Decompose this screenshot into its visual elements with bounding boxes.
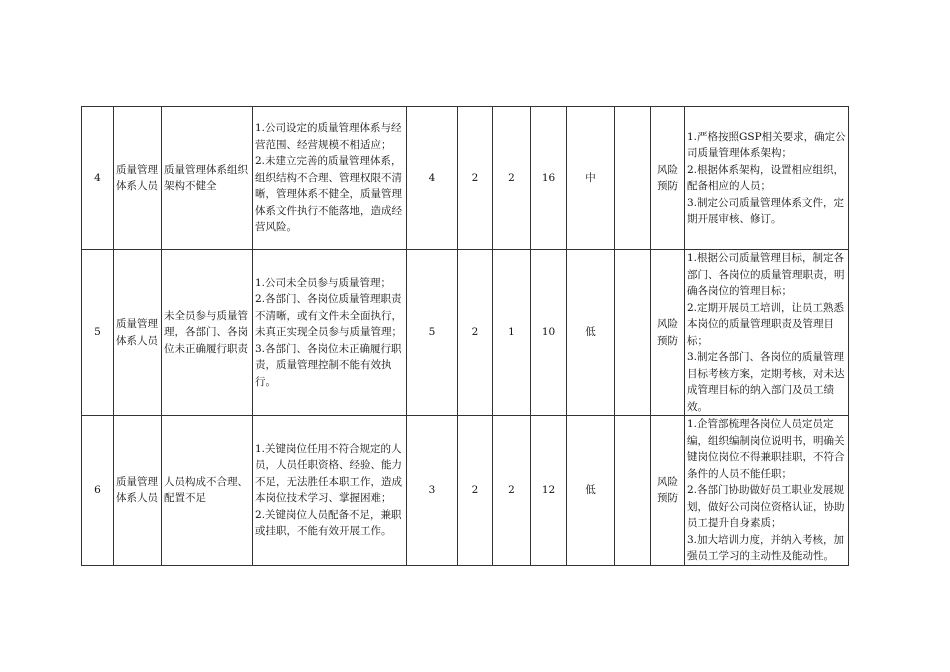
risk-score: 12	[531, 416, 567, 566]
responsible-person: 质量管理体系人员	[114, 416, 162, 566]
responsible-person: 质量管理体系人员	[114, 107, 162, 250]
risk-description: 质量管理体系组织架构不健全	[162, 107, 253, 250]
row-number: 4	[82, 107, 114, 250]
risk-strategy: 风险预防	[651, 250, 685, 416]
measure-item: 2.各部门协助做好员工职业发展规划，做好公司岗位资格认证，协助员工提升自身素质；	[687, 484, 845, 529]
risk-strategy: 风险预防	[651, 107, 685, 250]
measure-item: 3.加大培训力度，并纳入考核，加强员工学习的主动性及能动性。	[687, 533, 845, 562]
control-measures	[685, 107, 849, 250]
cause-item: 2.未建立完善的质量管理体系，组织结构不合理、管理权限不清晰，管理体系不健全，质量管理体系文件执行不能落地，造成经营风险。	[255, 155, 402, 234]
risk-description: 未全员参与质量管理，各部门、各岗位未正确履行职责	[162, 250, 253, 416]
responsible-person: 质量管理体系人员	[114, 250, 162, 416]
table-row	[82, 250, 849, 416]
cause-item: 2.各部门、各岗位质量管理职责不清晰，或有文件未全面执行，未真正实现全员参与质量管理；	[255, 293, 402, 339]
factor-c: 2	[493, 107, 531, 250]
measure-item: 2.根据体系架构，设置相应组织，配备相应的人员；	[687, 163, 845, 192]
measure-item: 1.根据公司质量管理目标，制定各部门、各岗位的质量管理职责，明确各岗位的管理目标；	[687, 252, 845, 297]
measure-item: 2.定期开展员工培训，让员工熟悉本岗位的质量管理职责及管理目标；	[687, 301, 845, 347]
measure-item: 1.严格按照GSP相关要求，确定公司质量管理体系架构；	[687, 130, 846, 159]
row-number: 6	[82, 416, 114, 566]
risk-description: 人员构成不合理、配置不足	[162, 416, 253, 566]
control-measures	[685, 416, 849, 566]
risk-causes	[253, 250, 407, 416]
risk-level: 中	[567, 107, 615, 250]
table-row	[82, 107, 849, 250]
risk-level: 低	[567, 416, 615, 566]
cause-item: 1.公司设定的质量管理体系与经营范围、经营规模不相适应；	[255, 122, 402, 151]
cause-item: 1.公司未全员参与质量管理；	[255, 276, 392, 289]
empty-cell	[615, 250, 651, 416]
empty-cell	[615, 416, 651, 566]
empty-cell	[615, 107, 651, 250]
factor-c: 1	[493, 250, 531, 416]
cause-item: 1.关键岗位任用不符合规定的人员，人员任职资格、经验、能力不足，无法胜任本职工作，造成本岗位技术学习、掌握困难；	[255, 442, 402, 505]
factor-b: 2	[458, 107, 493, 250]
factor-b: 2	[458, 416, 493, 566]
risk-score: 16	[531, 107, 567, 250]
factor-a: 4	[407, 107, 458, 250]
factor-a: 3	[407, 416, 458, 566]
table-row	[82, 416, 849, 566]
row-number: 5	[82, 250, 114, 416]
risk-assessment-table	[81, 106, 849, 566]
measure-item: 3.制定公司质量管理体系文件，定期开展审核、修订。	[687, 196, 845, 225]
measure-item: 1.企管部梳理各岗位人员定员定编，组织编制岗位说明书，明确关键岗位岗位不得兼职挂职，不符合条件的人员不能任职；	[687, 418, 845, 480]
risk-level: 低	[567, 250, 615, 416]
cause-item: 3.各部门、各岗位未正确履行职责，质量管理控制不能有效执行。	[255, 342, 402, 388]
factor-c: 2	[493, 416, 531, 566]
factor-b: 2	[458, 250, 493, 416]
risk-strategy: 风险预防	[651, 416, 685, 566]
cause-item: 2.关键岗位人员配备不足，兼职或挂职，不能有效开展工作。	[255, 508, 402, 538]
risk-score: 10	[531, 250, 567, 416]
risk-causes	[253, 107, 407, 250]
measure-item: 3.制定各部门、各岗位的质量管理目标考核方案，定期考核，对未达成管理目标的纳入部门及员工绩效。	[687, 351, 845, 413]
risk-causes	[253, 416, 407, 566]
factor-a: 5	[407, 250, 458, 416]
control-measures	[685, 250, 849, 416]
